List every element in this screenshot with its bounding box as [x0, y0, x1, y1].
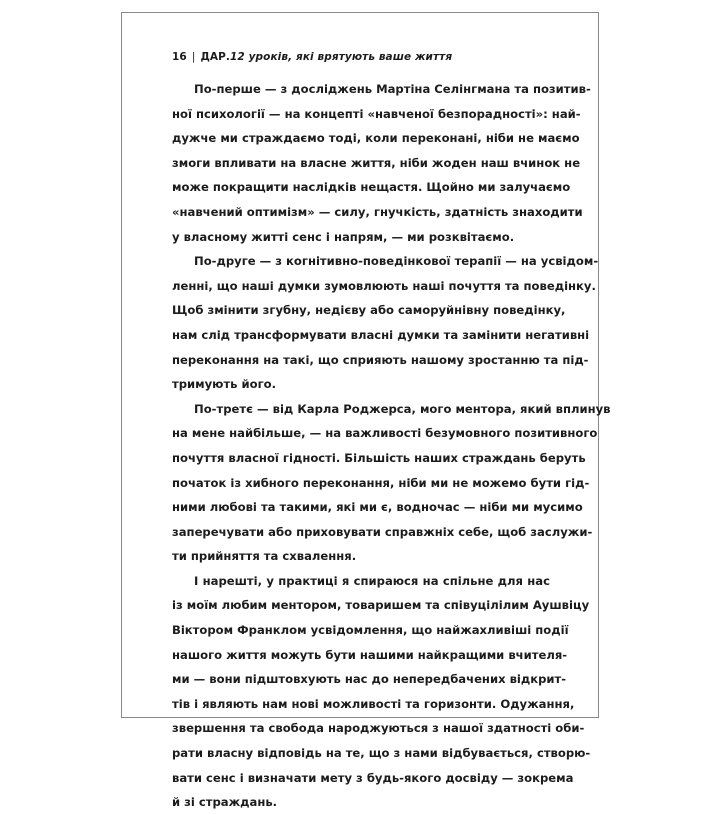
- text-line: ленні, що наші думки зумовлюють наші почуття та поведінку.: [172, 278, 596, 293]
- text-line: переконання на такі, що сприяють нашому зростанню та під-: [172, 352, 589, 367]
- text-line: із моїм любим ментором, товаришем та співуцілілим Аушвіцу: [172, 598, 590, 613]
- text-line: вати сенс і визначати мету з будь-якого досвіду — зокрема: [172, 770, 574, 785]
- book-title: ДАР.: [200, 51, 231, 63]
- text-line: По-друге — з когнітивно-поведінкової терапії — на усвідом-: [194, 254, 599, 269]
- text-line: заперечувати або приховувати справжніх себе, щоб заслужи-: [172, 524, 593, 539]
- text-line: змоги впливати на власне життя, ніби жоден наш вчинок не: [172, 155, 581, 170]
- text-line: у власному житті сенс і напрям, — ми розквітаємо.: [172, 229, 515, 244]
- text-line: Щоб змінити згубну, недієву або саморуйнівну поведінку,: [172, 303, 566, 318]
- text-line: може покращити наслідків нещастя. Щойно ми залучаємо: [172, 180, 571, 195]
- text-line: По-перше — з досліджень Мартіна Селінгмана та позитив-: [194, 82, 591, 96]
- running-head-separator: |: [191, 51, 196, 63]
- text-line: початок із хибного переконання, ніби ми не можемо бути гід-: [172, 475, 590, 490]
- text-line: звершення та свобода народжуються з нашої здатності оби-: [172, 721, 585, 736]
- text-line: Віктором Франклом усвідомлення, що найжахливіші події: [172, 623, 569, 638]
- text-line: й зі страждань.: [172, 795, 278, 810]
- running-head: [172, 51, 452, 63]
- book-subtitle: 12 уроків, які врятують ваше життя: [230, 51, 453, 63]
- text-line: ними любові та такими, які ми є, водночас — ніби ми мусимо: [172, 500, 583, 515]
- text-line: ти прийняття та схвалення.: [172, 549, 357, 564]
- text-line: почуття власної гідності. Більшість наших страждань беруть: [172, 450, 586, 465]
- text-line: нашого життя можуть бути нашими найкращими вчителя-: [172, 647, 568, 662]
- book-page: [121, 12, 611, 810]
- text-line: тів і являють нам нові можливості та горизонти. Одужання,: [172, 696, 575, 711]
- text-line: І нарешті, у практиці я спираюся на спільне для нас: [194, 573, 550, 588]
- body-text: [172, 77, 611, 815]
- text-line: тримують його.: [172, 377, 277, 392]
- text-line: нам слід трансформувати власні думки та замінити негативні: [172, 327, 590, 342]
- text-line: рати власну відповідь на те, що з нами відбувається, створю-: [172, 746, 591, 761]
- text-line: По-третє — від Карла Роджерса, мого ментора, який вплинув: [194, 401, 611, 416]
- page-number: 16: [172, 51, 187, 63]
- text-line: ної психології — на концепті «навченої безпорадності»: най-: [172, 106, 581, 121]
- text-line: дужче ми страждаємо тоді, коли переконані, ніби не маємо: [172, 131, 580, 146]
- text-line: «навчений оптимізм» — силу, гнучкість, здатність знаходити: [172, 204, 583, 219]
- text-line: ми — вони підштовхують нас до непередбачених відкрит-: [172, 672, 567, 687]
- text-line: на мене найбільше, — на важливості безумовного позитивного: [172, 426, 598, 441]
